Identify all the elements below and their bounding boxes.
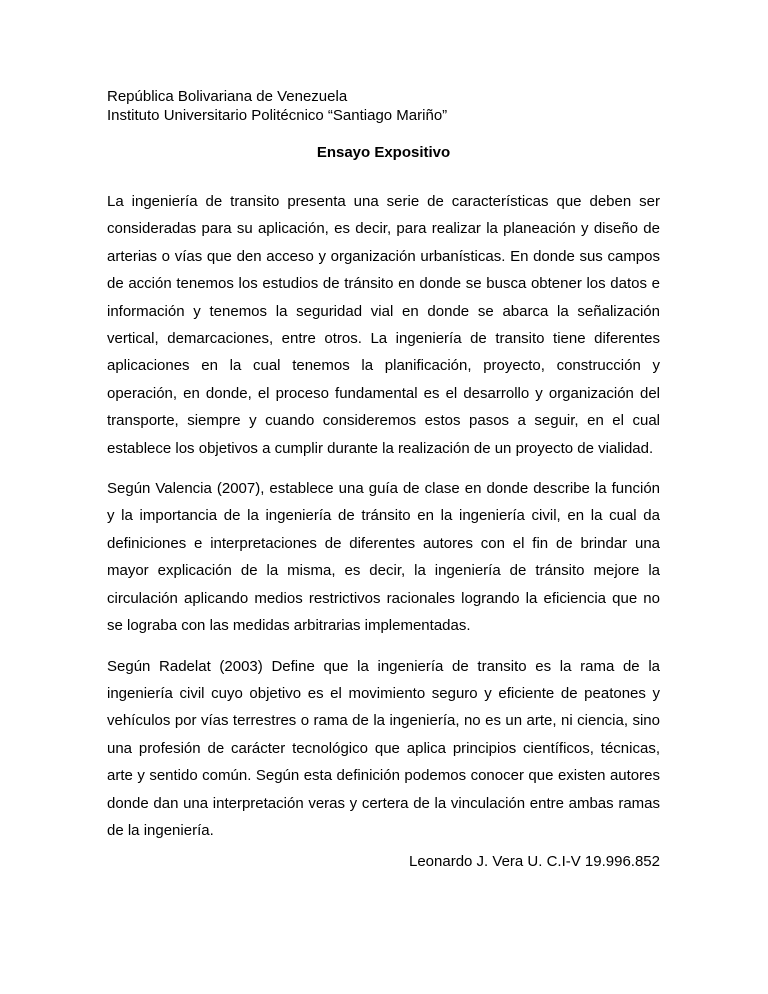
document-page [107, 87, 660, 886]
header-institution: Instituto Universitario Politécnico “Santiago Mariño” [107, 107, 448, 124]
document-title: Ensayo Expositivo [316, 144, 451, 161]
paragraph-1: La ingeniería de transito presenta una serie de características que deben ser consideradas para su aplicación, es decir, para realizar la planeación y diseño de arterias o vías que den acceso y organización urbanísticas. En donde sus campos de acción tenemos los estudios de tránsito en donde se busca obtener los datos e información y tenemos la seguridad vial en donde se abarca la señalización vertical, demarcaciones, entre otros. La ingeniería de transito tiene diferentes aplicaciones en la cual tenemos la planificación, proyecto, construcción y operación, en donde, el proceso fundamental es el desarrollo y organización del transporte, siempre y cuando consideremos estos pasos a seguir, en el cual establece los objetivos a cumplir durante la realización de un proyecto de vialidad. [107, 193, 660, 457]
paragraph-3: Según Radelat (2003) Define que la ingeniería de transito es la rama de la ingeniería civil cuyo objetivo es el movimiento seguro y eficiente de peatones y vehículos por vías terrestres o rama de la ingeniería, no es un arte, ni ciencia, sino una profesión de carácter tecnológico que aplica principios científicos, técnicas, arte y sentido común. Según esta definición podemos conocer que existen autores donde dan una interpretación veras y certera de la vinculación entre ambas ramas de la ingeniería. [107, 657, 660, 839]
author-signature: Leonardo J. Vera U. C.I-V 19.996.852 [409, 853, 660, 871]
header-country: República Bolivariana de Venezuela [107, 88, 348, 105]
paragraph-2: Según Valencia (2007), establece una guía de clase en donde describe la función y la importancia de la ingeniería de tránsito en la ingeniería civil, en la cual da definiciones e interpretaciones de diferentes autores con el fin de brindar una mayor explicación de la misma, es decir, la ingeniería de tránsito mejore la circulación aplicando medios restrictivos racionales logrando la eficiencia que no se lograba con las medidas arbitrarias implementadas. [107, 480, 660, 635]
